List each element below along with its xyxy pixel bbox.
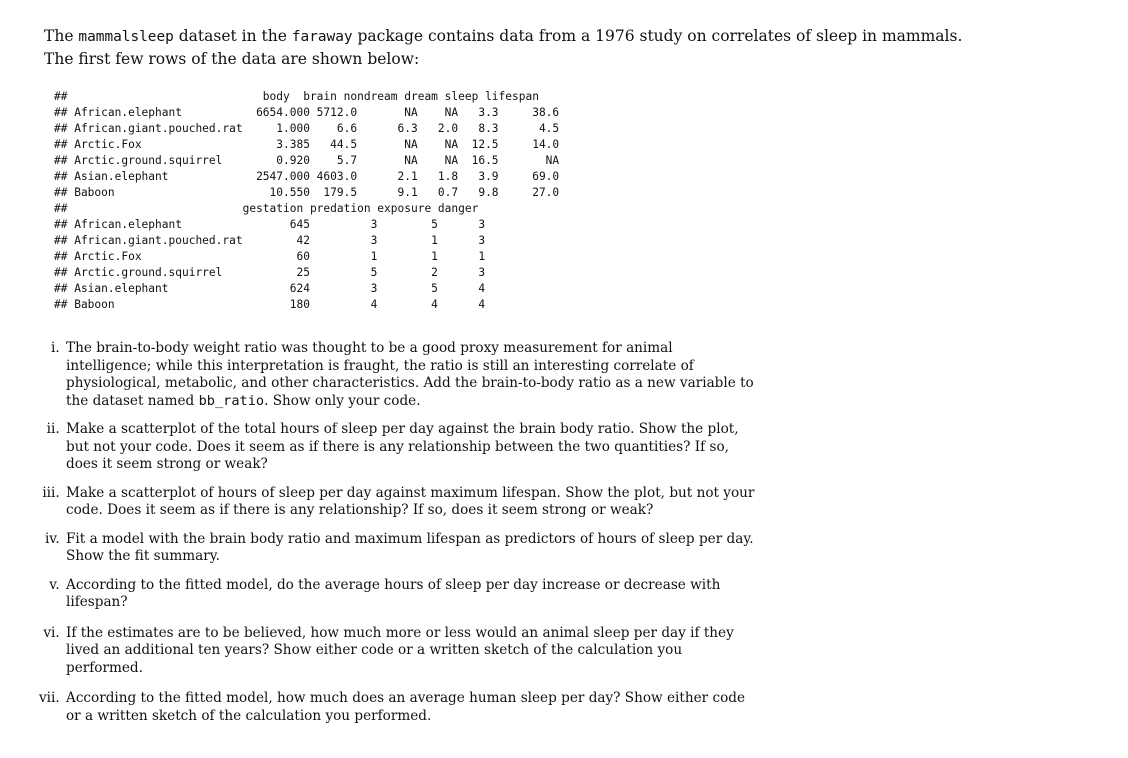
question-7: vii. According to the fitted model, how much does an average human sleep per day? Show either code or a written sketch of the calculation you performed. xyxy=(64,690,756,725)
intro-text: dataset in the xyxy=(173,27,292,45)
question-1 xyxy=(64,340,756,410)
question-text: . Show only your code. xyxy=(264,392,421,409)
question-2: ii. Make a scatterplot of the total hours of sleep per day against the brain body ratio. Show the plot, but not your code. Does it seem as if there is any relationship between the two quantities? If so, does it seem strong or weak? xyxy=(64,421,756,474)
intro-paragraph xyxy=(44,25,1104,70)
question-text: The brain-to-body weight ratio was thought to be a good proxy measurement for animal intelligence; while this interpretation is fraught, the ratio is still an interesting correlate of physiological, metabolic, and other characteristics. Add the brain-to-body ratio as a new variable to the dataset named xyxy=(66,340,754,409)
intro-text: package contains data from a 1976 study on correlates of sleep in mammals. xyxy=(352,27,963,45)
data-preview-table-2: ## gestation predation exposure danger ## African.elephant 645 3 5 3 ## African.giant.pouched.rat 42 3 1 3 ## Arctic.Fox 60 1 1 1 ## Arctic.ground.squirrel 25 5 2 3 ## Asian.elephant 624 3 5 4 ## Baboon 180 4 4 4 xyxy=(54,202,486,311)
variable-name: bb_ratio xyxy=(198,392,265,409)
package-name: faraway xyxy=(291,29,353,45)
question-4: iv. Fit a model with the brain body ratio and maximum lifespan as predictors of hours of sleep per day. Show the fit summary. xyxy=(64,531,756,566)
question-5: v. According to the fitted model, do the average hours of sleep per day increase or decrease with lifespan? xyxy=(64,577,756,612)
question-list xyxy=(18,340,756,738)
data-preview-table-1: ## body brain nondream dream sleep lifespan ## African.elephant 6654.000 5712.0 NA NA 3.3 38.6 ## African.giant.pouched.rat 1.000 6.6 6.3 2.0 8.3 4.5 ## Arctic.Fox 3.385 44.5 NA NA 12.5 14.0 ## Arctic.ground.squirrel 0.920 5.7 NA NA 16.5 NA ## Asian.elephant 2547.000 4603.0 2.1 1.8 3.9 69.0 ## Baboon 10.550 179.5 9.1 0.7 9.8 27.0 xyxy=(54,90,560,199)
question-3: iii. Make a scatterplot of hours of sleep per day against maximum lifespan. Show the plot, but not your code. Does it seem as if there is any relationship? If so, does it seem strong or weak? xyxy=(64,485,756,520)
dataset-name: mammalsleep xyxy=(78,29,174,45)
intro-line-2: The first few rows of the data are shown below: xyxy=(44,50,420,68)
intro-text: The xyxy=(44,27,79,45)
question-6: vi. If the estimates are to be believed, how much more or less would an animal sleep per day if they lived an additional ten years? Show either code or a written sketch of the calculation you performed. xyxy=(64,625,756,678)
intro-line-1 xyxy=(44,25,1104,48)
